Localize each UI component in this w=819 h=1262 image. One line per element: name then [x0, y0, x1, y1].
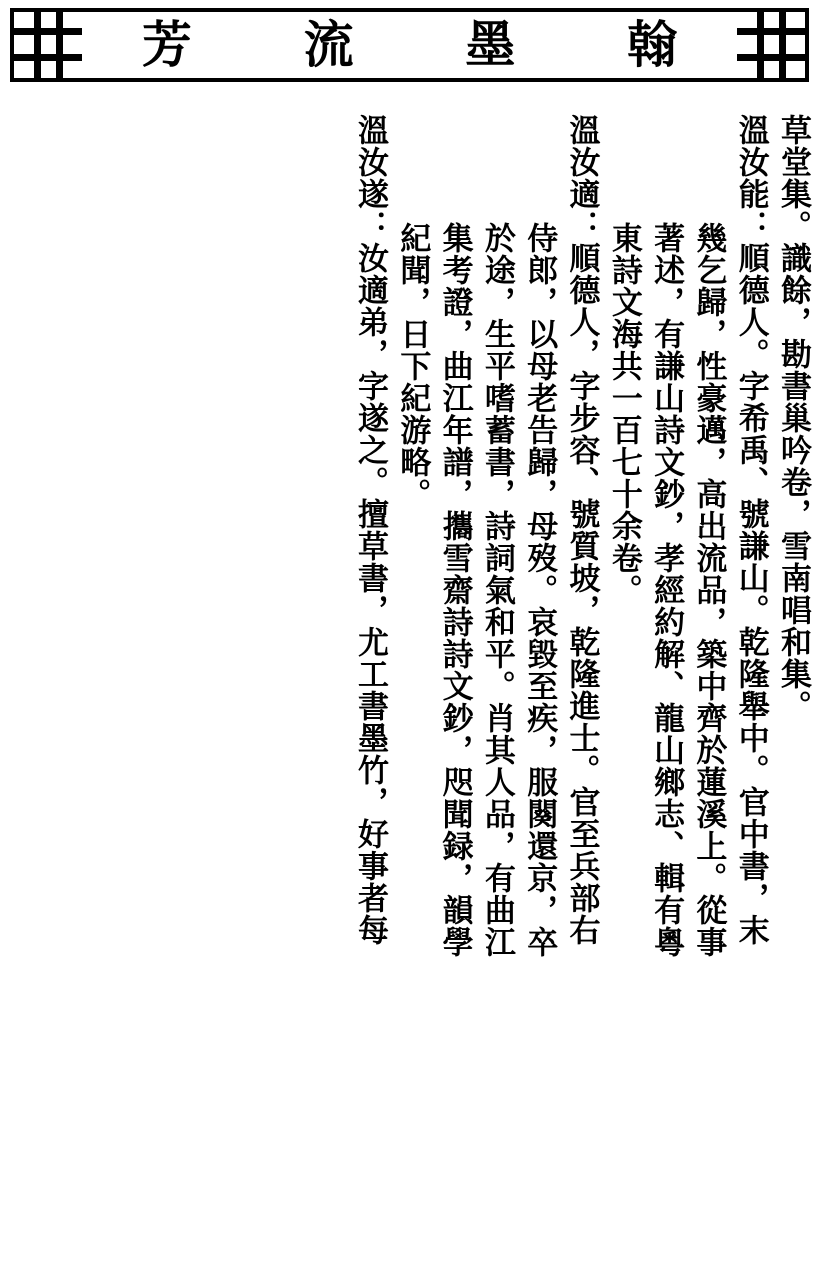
document-text-body [0, 104, 819, 1155]
text-column: 侍郎，以母老告歸，母歿。哀毀至疾，服闋還京，卒 [521, 222, 558, 958]
page-header-banner [10, 8, 809, 82]
text-column: 集考證，曲江年譜，攜雪齋詩詩文鈔，咫聞録，韻學 [436, 222, 473, 958]
text-column: 於途，生平嗜蓄書，詩詞氣和平。肖其人品，有曲江 [478, 222, 515, 958]
text-column: 草堂集。識餘，勘書巢吟卷，雪南唱和集。 [775, 114, 811, 722]
text-column: 幾乞歸，性豪邁，高出流品，築中齊於蓮溪上。從事 [690, 222, 727, 958]
text-column: 溫汝遂：汝適弟，字遂之。擅草書，尤工書墨竹，好事者每 [352, 114, 389, 946]
lattice-ornament-right [737, 12, 805, 78]
lattice-ornament-left [14, 12, 82, 78]
text-column: 溫汝能：順德人。字希禹、號謙山。乾隆舉中。官中書，末 [732, 114, 769, 946]
text-column: 紀聞，日下紀游略。 [394, 222, 431, 510]
title-char-4: 翰 [627, 15, 678, 74]
title-char-3: 墨 [465, 15, 516, 74]
page-title [86, 12, 733, 78]
title-char-1: 芳 [141, 15, 192, 74]
text-column: 溫汝適：順德人，字步容、號質坡，乾隆進士。官至兵部右 [563, 114, 600, 946]
text-column: 東詩文海共一百七十余卷。 [605, 222, 642, 606]
title-char-2: 流 [303, 15, 354, 74]
text-column: 著述，有謙山詩文鈔，孝經約解、龍山鄉志、輯有粵 [648, 222, 685, 958]
